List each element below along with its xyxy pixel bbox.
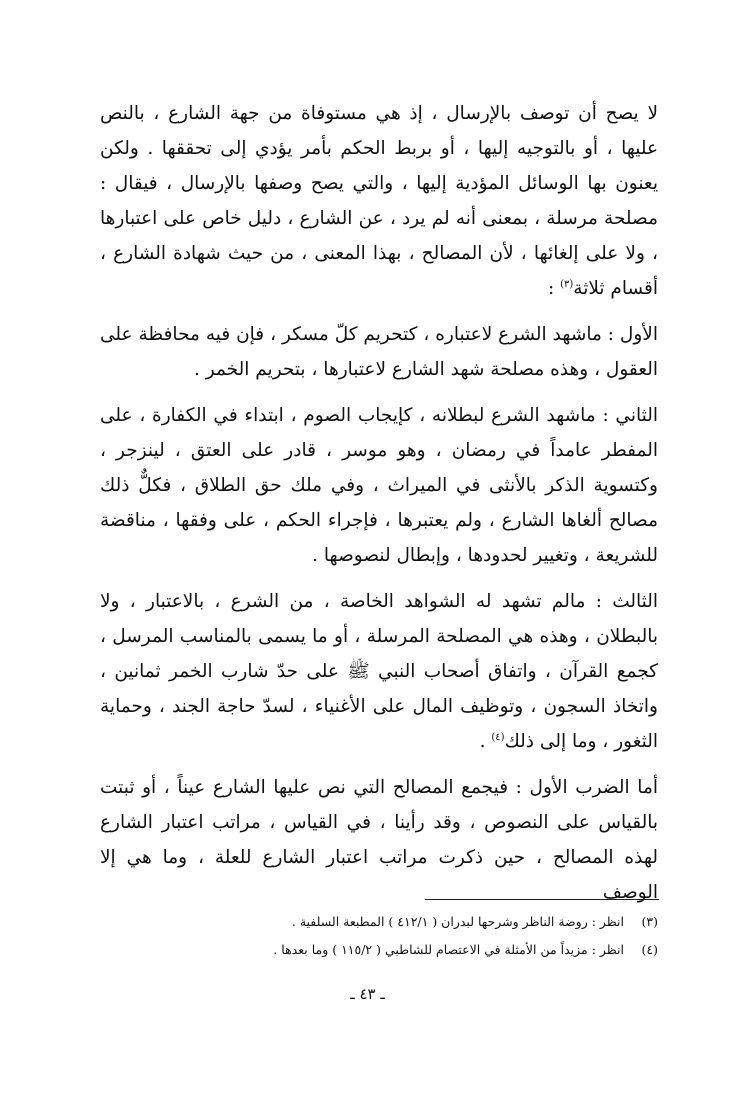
paragraph-5-text: أما الضرب الأول : فيجمع المصالح التي نص عليها الشارع عيناً ، أو ثبتت بالقياس على النصوص ، وقد رأينا ، في القياس ، مراتب اعتبار الشارع لهذه المصالح ، حين ذكرت مراتب اعتبار الشارع للعلة ، وما هي إلا الوصف bbox=[100, 777, 658, 903]
footnote-ref-3[interactable]: (٣) bbox=[560, 278, 574, 290]
footnote-3 bbox=[100, 908, 658, 936]
paragraph-1 bbox=[100, 96, 658, 306]
paragraph-3 bbox=[100, 398, 658, 573]
paragraph-4-text: الثالث : مالم تشهد له الشواهد الخاصة ، من الشرع ، بالاعتبار ، ولا بالبطلان ، وهذه هي المصلحة المرسلة ، أو ما يسمى بالمناسب المرسل ، كجمع القرآن ، واتفاق أصحاب النبي ﷺ على حدّ شارب الخمر ثمانين ، واتخاذ السجون ، وتوظيف المال على الأغنياء ، لسدّ حاجة الجند ، وحماية الثغور ، وما إلى ذلك bbox=[100, 591, 658, 752]
paragraph-1-text: لا يصح أن توصف بالإرسال ، إذ هي مستوفاة من جهة الشارع ، بالنص عليها ، أو بالتوجيه إليها ، أو بربط الحكم بأمر يؤدي إلى تحققها . ولكن يعنون بها الوسائل المؤدية إليها ، والتي يصح وصفها بالإرسال ، فيقال : مصلحة مرسلة ، بمعنى أنه لم يرد ، عن الشارع ، دليل خاص على اعتبارها ، ولا على إلغائها ، لأن المصالح ، بهذا المعنى ، من حيث شهادة الشارع ، أقسام ثلاثة bbox=[100, 103, 658, 299]
footnote-4 bbox=[100, 936, 658, 964]
paragraph-1-tail: : bbox=[547, 278, 561, 299]
paragraph-4 bbox=[100, 584, 658, 759]
paragraph-5 bbox=[100, 770, 658, 910]
footnote-separator bbox=[425, 899, 659, 900]
paragraph-2-text: الأول : ماشهد الشرع لاعتباره ، كتحريم كلّ مسكر ، فإن فيه محافظة على العقول ، وهذه مصلحة شهد الشارع لاعتبارها ، بتحريم الخمر . bbox=[100, 324, 658, 380]
paragraph-4-tail: . bbox=[479, 731, 492, 752]
paragraph-2 bbox=[100, 317, 658, 387]
footnote-number: (٣) bbox=[641, 914, 658, 929]
footnotes bbox=[100, 908, 658, 964]
page-number: ـ ٤٣ ـ bbox=[350, 985, 385, 1003]
footnote-text: انظر : مزيداً من الأمثلة في الاعتصام للشاطبي ( ١١٥/٢ ) وما بعدها . bbox=[273, 942, 624, 957]
main-text bbox=[100, 96, 658, 910]
footnote-text: انظر : روضة الناظر وشرحها لبدران ( ٤١٢/١ ) المطبعة السلفية . bbox=[291, 914, 624, 929]
paragraph-3-text: الثاني : ماشهد الشرع لبطلانه ، كإيجاب الصوم ، ابتداء في الكفارة ، على المفطر عامداً في رمضان ، وهو موسر ، قادر على العتق ، لينزجر ، وكتسوية الذكر بالأنثى في الميراث ، وفي ملك حق الطلاق ، فكلٌّ ذلك مصالح ألغاها الشارع ، ولم يعتبرها ، فإجراء الحكم ، على وفقها ، مناقضة للشريعة ، وتغيير لحدودها ، وإبطال لنصوصها . bbox=[100, 405, 658, 566]
footnote-ref-4[interactable]: (٤) bbox=[491, 731, 505, 743]
footnote-number: (٤) bbox=[641, 942, 658, 957]
